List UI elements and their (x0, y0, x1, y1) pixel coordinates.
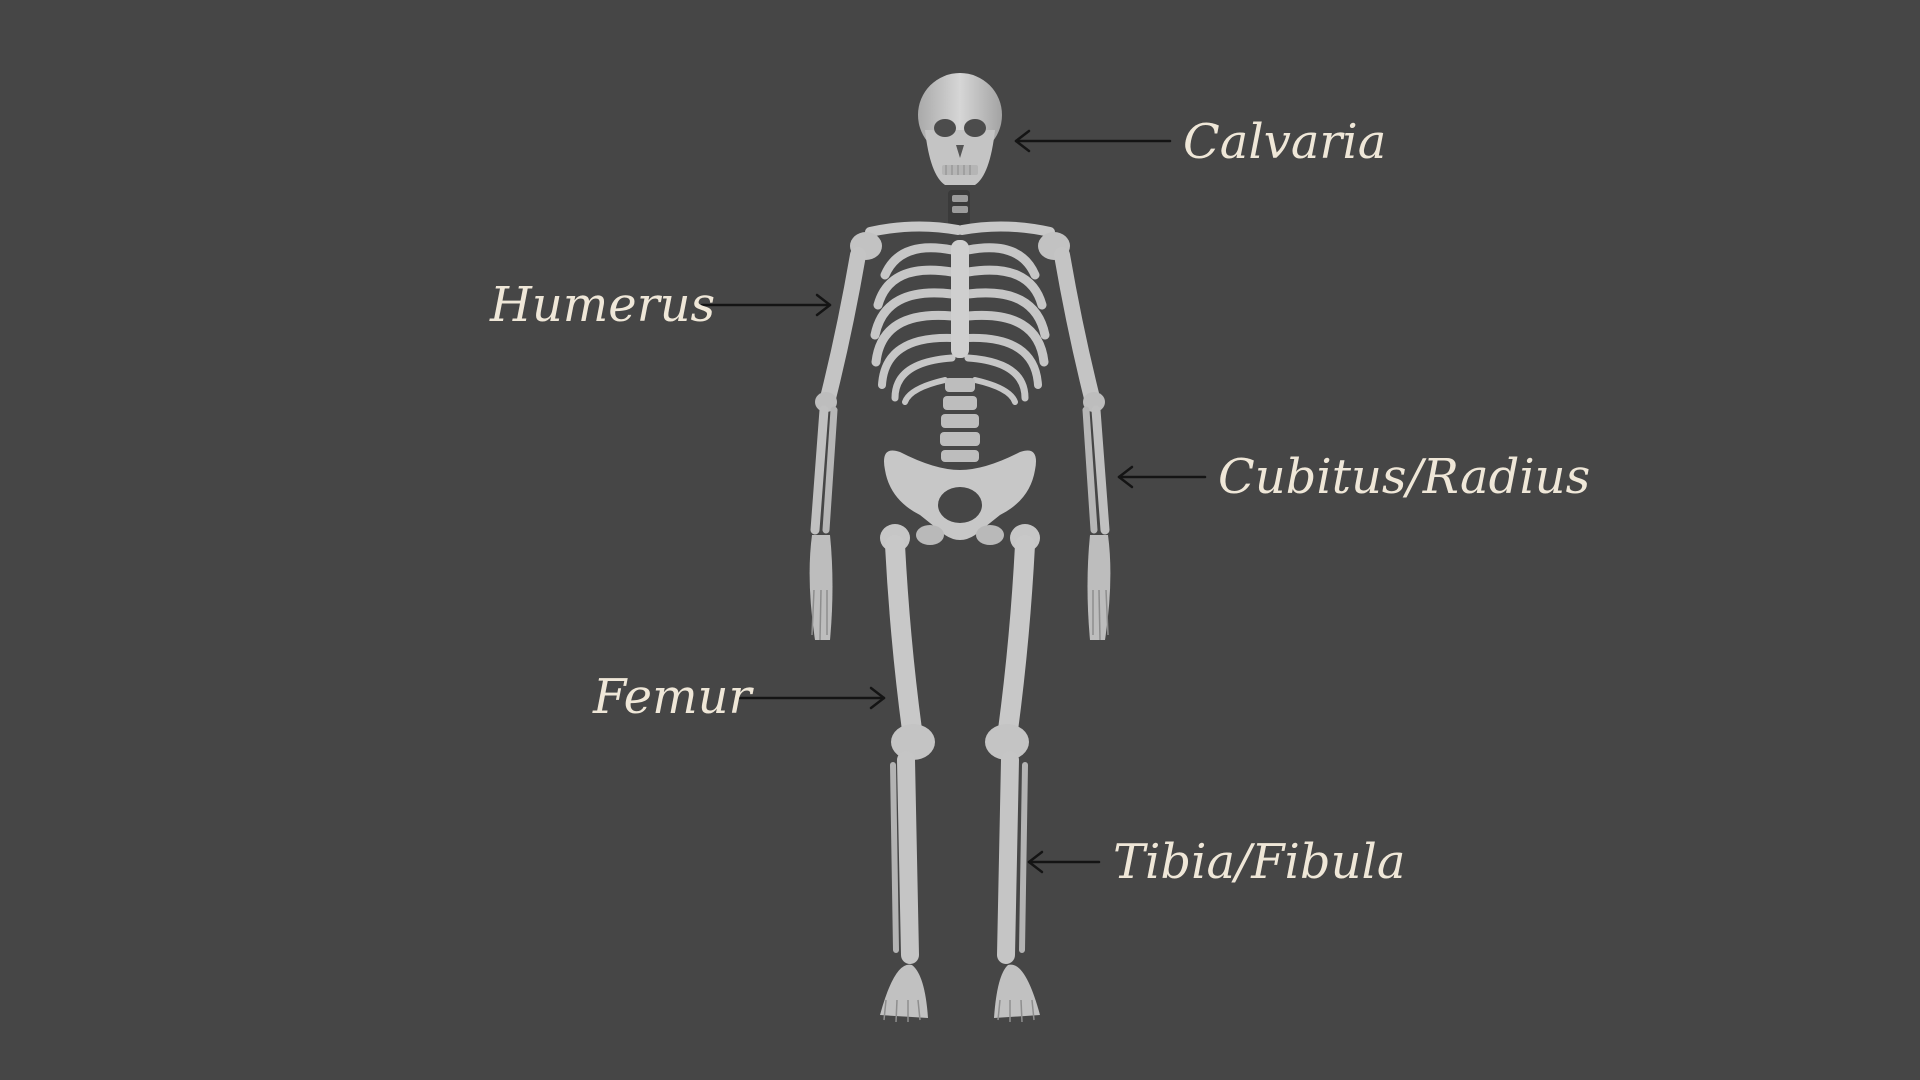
label-tibia-fibula: Tibia/Fibula (1113, 834, 1406, 890)
label-calvaria: Calvaria (1183, 114, 1387, 170)
left-leg (880, 524, 935, 1022)
right-arm (1062, 255, 1110, 640)
label-humerus: Humerus (490, 277, 716, 333)
cervical-spine (948, 190, 970, 226)
right-leg (985, 524, 1040, 1022)
label-cubitus-radius: Cubitus/Radius (1218, 449, 1591, 505)
left-arm (810, 255, 858, 640)
sternum (951, 240, 969, 358)
lumbar-spine (940, 378, 980, 462)
skull (918, 73, 1002, 185)
label-femur: Femur (593, 669, 752, 725)
